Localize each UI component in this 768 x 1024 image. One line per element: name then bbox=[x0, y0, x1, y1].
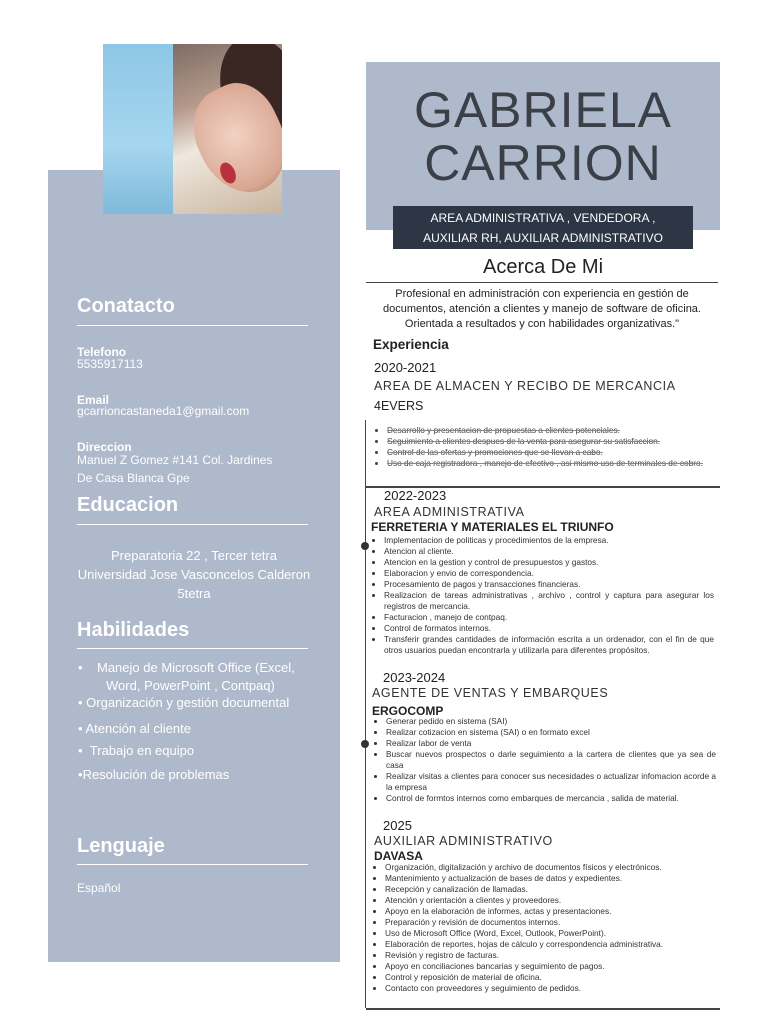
job-duties bbox=[371, 535, 714, 656]
duty-item: • Apoyo en conciliaciones bancarias y seguimiento de pagos. bbox=[385, 961, 725, 972]
bottom-divider bbox=[366, 1008, 720, 1010]
duty-item: • Seguimiento a clientes despues de la venta para asegurar su satisfaccion. bbox=[387, 436, 737, 447]
experience-title: Experiencia bbox=[373, 337, 449, 352]
job-duties bbox=[373, 716, 716, 804]
skill-item: • Trabajo en equipo bbox=[78, 743, 195, 758]
education-title: Educacion bbox=[77, 494, 179, 516]
job-years: 2025 bbox=[383, 818, 412, 833]
role-line: AUXILIAR RH, AUXILIAR ADMINISTRATIVO bbox=[423, 231, 663, 245]
duty-item: • Atencion en la gestion y control de presupuestos y gastos. bbox=[384, 557, 714, 568]
job-company: 4EVERS bbox=[374, 399, 424, 413]
duty-item: • Revisión y registro de facturas. bbox=[385, 950, 725, 961]
duty-item: • Atencion al cliente. bbox=[384, 546, 714, 557]
duty-item: • Elaboracion y envio de correspondencia. bbox=[384, 568, 714, 579]
email-value[interactable]: gcarrioncastaneda1@gmail.com bbox=[77, 404, 250, 418]
address-label: Direccion bbox=[77, 440, 132, 454]
duty-item: • Atención y orientación a clientes y proveedores. bbox=[385, 895, 725, 906]
job-duties bbox=[372, 862, 725, 994]
job-role: AGENTE DE VENTAS Y EMBARQUES bbox=[372, 686, 609, 700]
about-divider bbox=[366, 282, 718, 283]
skill-item: • Manejo de Microsoft Office (Excel, bbox=[78, 660, 295, 675]
phone-label: Telefono bbox=[77, 345, 127, 359]
duty-item: • Buscar nuevos prospectos o darle seguimiento a la cartera de clientes que ya sea de casa bbox=[386, 749, 716, 771]
job-role: AUXILIAR ADMINISTRATIVO bbox=[374, 834, 553, 848]
job-duties bbox=[374, 425, 737, 469]
duty-item: • Recepción y canalización de llamadas. bbox=[385, 884, 725, 895]
duty-item: • Implementacion de politicas y procedimientos de la empresa. bbox=[384, 535, 714, 546]
role-banner bbox=[393, 206, 693, 249]
skills-divider bbox=[77, 648, 308, 649]
language-divider bbox=[77, 864, 308, 865]
duty-item: • Control de las ofertas y promociones que se llevan a cabo. bbox=[387, 447, 737, 458]
duty-item: • Elaboración de reportes, hojas de cálculo y correspondencia administrativa. bbox=[385, 939, 725, 950]
education-text bbox=[52, 546, 336, 603]
skill-item: • Organización y gestión documental bbox=[78, 695, 290, 710]
skill-item: Word, PowerPoint , Contpaq) bbox=[106, 678, 275, 693]
language-value: Español bbox=[77, 881, 121, 895]
job-years: 2023-2024 bbox=[383, 670, 446, 685]
job-role: AREA ADMINISTRATIVA bbox=[374, 505, 525, 519]
duty-item: • Realizar labor de venta bbox=[386, 738, 716, 749]
timeline-dot bbox=[361, 740, 369, 748]
education-line: Preparatoria 22 , Tercer tetra bbox=[111, 548, 277, 563]
job-company: FERRETERIA Y MATERIALES EL TRIUNFO bbox=[371, 520, 614, 534]
skill-item: •Resolución de problemas bbox=[78, 767, 230, 782]
job-years: 2020-2021 bbox=[374, 360, 437, 375]
duty-item: • Desarrollo y presentacion de propuestas a clientes potenciales. bbox=[387, 425, 737, 436]
duty-item: • Procesamiento de pagos y transacciones financieras. bbox=[384, 579, 714, 590]
contact-divider bbox=[77, 325, 308, 326]
language-title: Lenguaje bbox=[77, 835, 165, 857]
duty-item: • Contacto con proveedores y seguimiento de pedidos. bbox=[385, 983, 725, 994]
duty-item: • Control y reposición de material de oficina. bbox=[385, 972, 725, 983]
duty-item: • Realizar visitas a clientes para conocer sus necesidades o actualizar infomacion acorde a la empresa bbox=[386, 771, 716, 793]
duty-item: • Uso de caja registradora , manejo de efectivo , asi mismo uso de terminales de cobro. bbox=[387, 458, 737, 469]
skill-item: • Atención al cliente bbox=[78, 721, 191, 736]
education-line: Universidad Jose Vasconcelos Calderon bbox=[77, 567, 311, 582]
profile-photo bbox=[103, 44, 282, 214]
photo-background bbox=[103, 44, 173, 214]
duty-item: • Uso de Microsoft Office (Word, Excel, Outlook, PowerPoint). bbox=[385, 928, 725, 939]
duty-item: • Organización, digitalización y archivo de documentos físicos y electrónicos. bbox=[385, 862, 725, 873]
last-name: CARRION bbox=[424, 135, 662, 191]
timeline-line bbox=[365, 420, 366, 1008]
duty-item: • Realizar cotizacion en sistema (SAI) o en formato excel bbox=[386, 727, 716, 738]
duty-item: • Facturacion , manejo de contpaq. bbox=[384, 612, 714, 623]
job-role: AREA DE ALMACEN Y RECIBO DE MERCANCIA bbox=[374, 379, 676, 393]
email-label: Email bbox=[77, 393, 110, 407]
duty-item: • Mantenimiento y actualización de bases de datos y expedientes. bbox=[385, 873, 725, 884]
about-text: Profesional en administración con experiencia en gestión de documentos, atención a clientes y manejo de software de oficina. Orientada a resultados y con habilidades organizativas." bbox=[383, 288, 701, 330]
duty-item: • Control de formtos internos como embarques de mercancia , salida de material. bbox=[386, 793, 716, 804]
duty-item: • Realizacion de tareas administrativas , archivo , control y captura para asegurar los registros de mercancia. bbox=[384, 590, 714, 612]
timeline-dot bbox=[361, 542, 369, 550]
job-years: 2022-2023 bbox=[384, 488, 447, 503]
education-line: 5tetra bbox=[177, 586, 211, 601]
duty-item: • Apoyo en la elaboración de informes, actas y presentaciones. bbox=[385, 906, 725, 917]
skills-title: Habilidades bbox=[77, 619, 190, 641]
first-name: GABRIELA bbox=[413, 82, 673, 138]
contact-title: Conatacto bbox=[77, 295, 175, 317]
phone-value: 5535917113 bbox=[77, 357, 143, 371]
education-divider bbox=[77, 524, 308, 525]
full-name bbox=[366, 84, 720, 190]
role-line: AREA ADMINISTRATIVA , VENDEDORA , bbox=[430, 211, 656, 225]
job-company: DAVASA bbox=[374, 849, 423, 863]
job-company: ERGOCOMP bbox=[372, 704, 444, 718]
about-title: Acerca De Mi bbox=[482, 256, 604, 278]
duty-item: • Control de formatos internos. bbox=[384, 623, 714, 634]
duty-item: • Transferir grandes cantidades de información escrita a un ordenador, con el fin de que otros usuarios puedan encontrarla y utilizarla para diferentes propósitos. bbox=[384, 634, 714, 656]
duty-item: • Preparación y revisión de documentos internos. bbox=[385, 917, 725, 928]
address-line2: De Casa Blanca Gpe bbox=[77, 471, 190, 485]
address-line1: Manuel Z Gomez #141 Col. Jardines bbox=[77, 453, 273, 467]
duty-item: • Generar pedido en sistema (SAI) bbox=[386, 716, 716, 727]
